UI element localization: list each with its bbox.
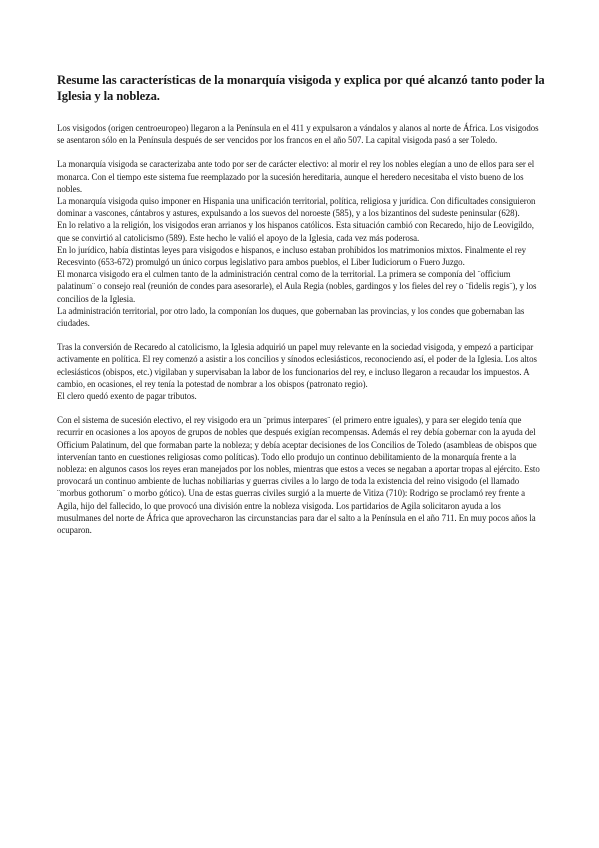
document-title: Resume las características de la monarquía visigoda y explica por qué alcanzó tanto poder la Iglesia y la nobleza. [57,73,545,103]
paragraph: Los visigodos (origen centroeuropeo) llegaron a la Península en el 411 y expulsaron a vándalos y alanos al norte de África. Los visigodos se asentaron sólo en la Península después de ser vencidos por los francos en el año 507. La capital visigoda pasó a ser Toledo. [57,123,539,146]
paragraph: La monarquía visigoda se caracterizaba ante todo por ser de carácter electivo: al morir el rey los nobles elegían a uno de ellos para ser el monarca. Con el tiempo este sistema fue reemplazado por la sucesión hereditaria, aunque el heredero necesitaba el visto bueno de los nobles. [57,159,535,194]
paragraph: La monarquía visigoda quiso imponer en Hispania una unificación territorial, política, religiosa y jurídica. Con dificultades consiguieron dominar a vascones, cántabros y astures, expulsando a los suevos del noroeste (585), y a los bizantinos del sudeste peninsular (628). [57,196,536,219]
paragraph: Con el sistema de sucesión electivo, el rey visigodo era un ¨primus interpares¨ (el primero entre iguales), y para ser elegido tenía que recurrir en ocasiones a los apoyos de grupos de nobles que después exigían recompensas. Además el rey debía gobernar con la ayuda del Officium Palatinum, del que formaban parte la nobleza; y debía aceptar decisiones de los Concilios de Toledo (asambleas de obispos que intervenían tanto en cuestiones religiosas como políticas). Todo ello produjo un continuo debilitamiento de la monarquía frente a la nobleza: en algunos casos los reyes eran manejados por los nobles, mientras que estos a veces se negaban a aportar tropas al ejército. Esto provocará un continuo ambiente de luchas nobiliarias y guerras civiles a lo largo de toda la existencia del reino visigodo (el llamado ¨morbus gothorum¨ o morbo gótico). Una de estas guerras civiles surgió a la muerte de Vitiza (710): Rodrigo se proclamó rey frente a Agila, hijo del fallecido, lo que provocó una división entre la nobleza visigoda. Los partidarios de Agila solicitaron ayuda a los musulmanes del norte de África que aprovecharon las circunstancias para dar el salto a la Península en el año 711. En muy pocos años la ocuparon. [57,415,540,536]
paragraph: La administración territorial, por otro lado, la componían los duques, que gobernaban las provincias, y los condes que gobernaban las ciudades. [57,305,525,329]
paragraph: El clero quedó exento de pagar tributos. [57,391,197,402]
spacer [57,146,545,158]
document-page [57,72,545,536]
paragraph-block-nobility [57,414,545,536]
paragraph-block-characteristics [57,158,545,329]
paragraph-block-church [57,341,545,402]
paragraph: En lo jurídico, había distintas leyes para visigodos e hispanos, e incluso estaban prohibidos los matrimonios mixtos. Finalmente el rey Recesvinto (653-672) promulgó un único corpus legislativo para ambos pueblos, el Liber Iudiciorum o Fuero Juzgo. [57,244,526,268]
paragraph: En lo relativo a la religión, los visigodos eran arrianos y los hispanos católicos. Esta situación cambió con Recaredo, hijo de Leovigildo, que se convirtió al catolicismo (589). Este hecho le valió el apoyo de la Iglesia, cada vez más poderosa. [57,220,534,243]
paragraph-block-intro [57,122,545,146]
spacer [57,402,545,414]
paragraph: Tras la conversión de Recaredo al catolicismo, la Iglesia adquirió un papel muy relevante en la sociedad visigoda, y empezó a participar activamente en política. El rey comenzó a asistir a los concilios y sínodos eclesiásticos, reconociendo así, el poder de la Iglesia. Los altos eclesiásticos (obispos, etc.) vigilaban y supervisaban la labor de los funcionarios del rey, e incluso llegaron a recaudar los impuestos. A cambio, en ocasiones, el rey tenía la potestad de nombrar a los obispos (patronato regio). [57,342,537,389]
spacer [57,329,545,341]
paragraph: El monarca visigodo era el culmen tanto de la administración central como de la territorial. La primera se componía del ¨officium palatinum¨ o consejo real (reunión de condes para asesorarle), el Aula Regia (nobles, gardingos y los fieles del rey o ¨fidelis regis¨), y los concilios de la Iglesia. [57,269,537,304]
